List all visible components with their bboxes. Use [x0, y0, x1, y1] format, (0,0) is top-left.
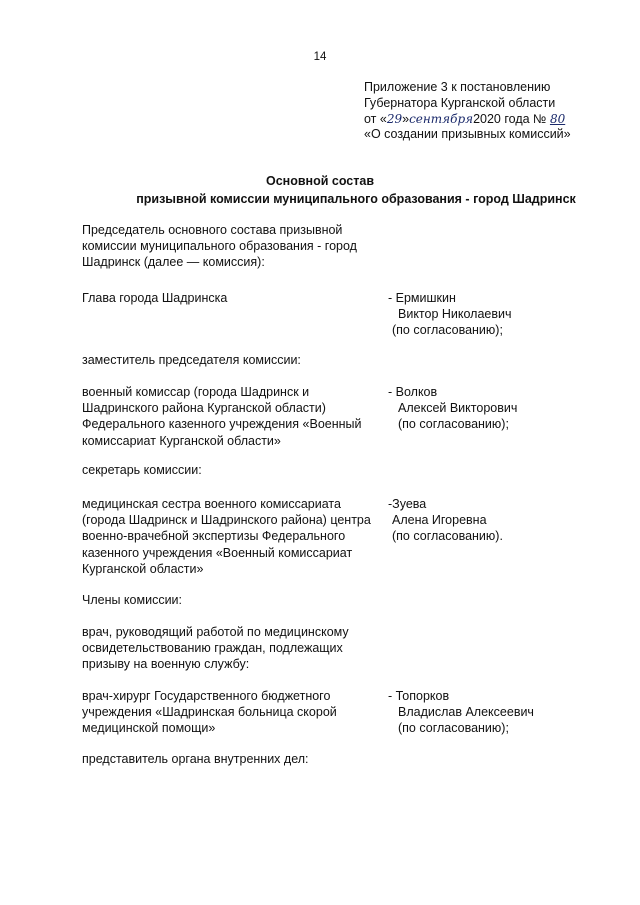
deputy-surname: - Волков: [388, 385, 438, 399]
police-label: представитель органа внутренних дел:: [82, 752, 309, 766]
surgeon-surname: - Топорков: [388, 689, 450, 703]
appendix-line-2: Губернатора Курганской области: [364, 95, 556, 110]
secretary-label: секретарь комиссии:: [82, 463, 202, 477]
date-mid: »: [402, 111, 410, 126]
appendix-header: [364, 80, 571, 143]
secretary-name: Алена Игоревна: [392, 513, 487, 528]
date-prefix: от «: [364, 111, 387, 126]
handwritten-day: 29: [386, 111, 403, 126]
handwritten-number: 80: [549, 111, 566, 126]
appendix-line-3: [364, 112, 571, 128]
surgeon-person: [388, 688, 534, 737]
deputy-person: [388, 384, 517, 433]
chair-note: (по согласованию);: [392, 323, 503, 338]
appendix-line-4: «О создании призывных комиссий»: [364, 127, 571, 142]
date-year: 2020 года №: [473, 111, 547, 126]
title-line-1: Основной состав: [265, 174, 375, 188]
secretary-position: медицинская сестра военного комиссариата (города Шадринск и Шадринского района) центра военно-врачебной экспертизы Федерального казенного учреждения «Военный комиссариат Курганской области»: [82, 497, 371, 576]
handwritten-month: сентября: [409, 111, 474, 126]
members-label: Члены комиссии:: [82, 593, 183, 607]
deputy-note: (по согласованию);: [398, 417, 509, 432]
document-title: [0, 172, 640, 208]
chair-position: Глава города Шадринска: [82, 291, 228, 305]
deputy-label: заместитель председателя комиссии:: [82, 353, 301, 367]
doctor-label: врач, руководящий работой по медицинскому освидетельствованию граждан, подлежащих призыву на военную службу:: [82, 625, 349, 672]
surgeon-name: Владислав Алексеевич: [398, 705, 534, 720]
chair-surname: - Ермишкин: [388, 291, 456, 305]
page-number: 14: [313, 51, 327, 63]
secretary-note: (по согласованию).: [392, 529, 503, 544]
chair-name: Виктор Николаевич: [398, 307, 512, 322]
surgeon-note: (по согласованию);: [398, 721, 509, 736]
deputy-name: Алексей Викторович: [398, 401, 518, 416]
title-line-2: призывной комиссии муниципального образования - город Шадринск: [136, 192, 576, 206]
deputy-position: военный комиссар (города Шадринск и Шадринского района Курганской области) Федерального казенного учреждения «Военный комиссариат Курганской области»: [82, 385, 362, 448]
intro-text: Председатель основного состава призывной комиссии муниципального образования - город Шадринск (далее — комиссия):: [82, 223, 357, 270]
secretary-surname: -Зуева: [388, 497, 427, 511]
chair-person: [388, 290, 512, 339]
appendix-line-1: Приложение 3 к постановлению: [364, 80, 551, 94]
secretary-person: [388, 496, 503, 545]
surgeon-position: врач-хирург Государственного бюджетного учреждения «Шадринская больница скорой медицинской помощи»: [82, 689, 337, 736]
